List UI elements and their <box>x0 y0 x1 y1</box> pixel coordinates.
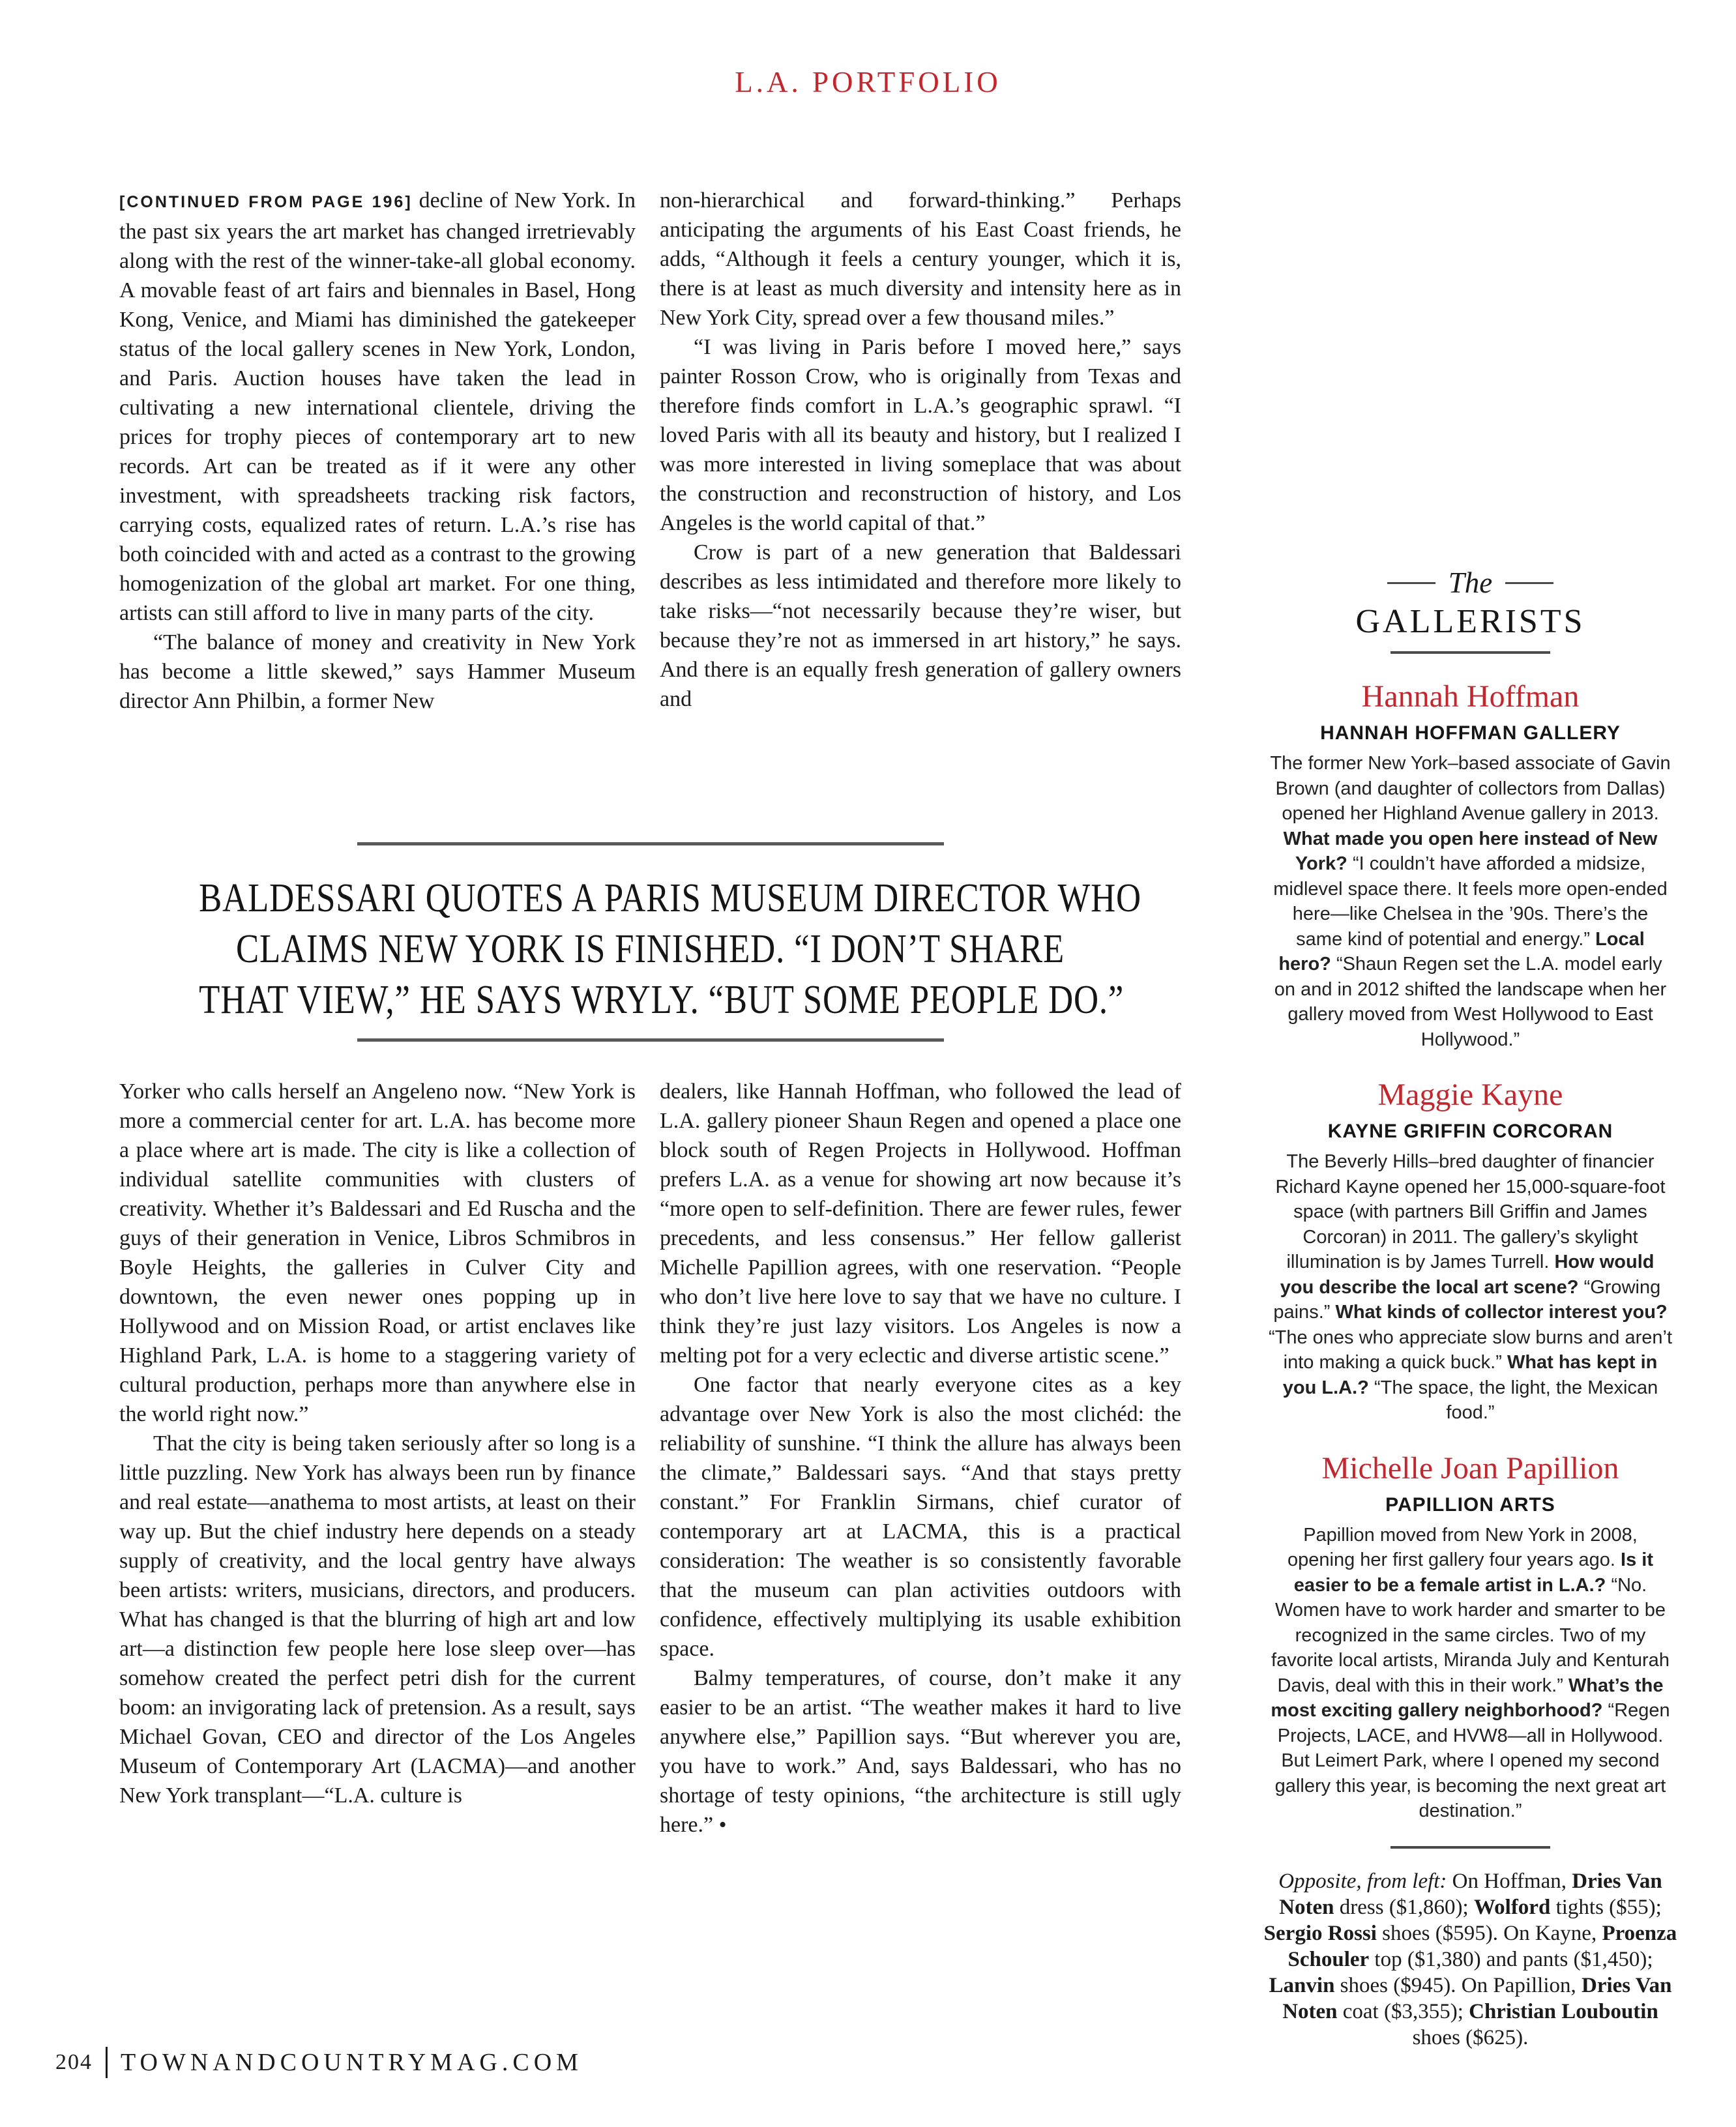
sidebar-kicker <box>1244 566 1697 600</box>
gallerist-qa: The Beverly Hills–bred daughter of financier Richard Kayne opened her 15,000-square-foot space (with partners Bill Griffin and James Corcoran) in 2011. The gallery’s skylight illumination is by James Turrell. How would you describe the local art scene? “Growing pains.” What kinds of collector interest you? “The ones who appreciate slow burns and aren’t into making a quick buck.” What has kept in you L.A.? “The space, the light, the Mexican food.” <box>1268 1151 1673 1423</box>
gallerist-section-hannah-hoffman <box>1244 679 1697 1052</box>
gallerist-name: Michelle Joan Papillion <box>1321 1450 1619 1486</box>
article-column-2-bottom: dealers, like Hannah Hoffman, who followed the lead of L.A. gallery pioneer Shaun Regen and opened a place one block south of Regen Projects in Hollywood. Hoffman prefers L.A. as a venue for showing art now because it’s “more open to self-definition. There are fewer rules, fewer precedents, and less consensus.” Her fellow gallerist Michelle Papillion agrees, with one reservation. “People who don’t live here love to say that we have no culture. I think they’re just lazy visitors. Los Angeles is now a melting pot for a very eclectic and diverse artistic scene.” One factor that nearly everyone cites as a key advantage over New York is also the most clichéd: the reliability of sunshine. “I think the allure has always been the climate,” Baldessari says. “And that stays pretty constant.” For Franklin Sirmans, chief curator of contemporary art at LACMA, this is a practical consideration: The weather is so consistently favorable that the museum can plan activities outdoors with confidence, effectively multiplying its usable exhibition space. Balmy temperatures, of course, don’t make it any easier to be an artist. “The weather makes it hard to live anywhere else,” Papillion says. “But wherever you are, you have to work.” And, says Baldessari, who has no shortage of testy opinions, “the architecture is still ugly here.” • <box>660 1079 1181 1837</box>
gallerist-section-michelle-joan-papillion <box>1244 1450 1697 1824</box>
kicker-right-dash <box>1505 582 1553 584</box>
article-column-1-top: [CONTINUED FROM PAGE 196] decline of New York. In the past six years the art market has changed irretrievably along with the rest of the winner-take-all global economy. A movable feast of art fairs and biennales in Basel, Hong Kong, Venice, and Miami has diminished the gatekeeper status of the local gallery scenes in New York, London, and Paris. Auction houses have taken the lead in cultivating a new international clientele, driving the prices for trophy pieces of contemporary art to new records. Art can be treated as if it were any other investment, with spreadsheets tracking risk factors, carrying costs, equalized rates of return. L.A.’s rise has both coincided with and acted as a contrast to the growing homogenization of the global art market. For one thing, artists can still afford to live in many parts of the city. “The balance of money and creativity in New York has become a little skewed,” says Hammer Museum director Ann Philbin, a former New <box>119 188 636 713</box>
footer-page-number: 204 <box>55 2050 93 2074</box>
pull-quote <box>119 842 1181 1042</box>
pull-quote-top-rule <box>357 842 944 845</box>
page-footer <box>55 2047 583 2078</box>
gallery-name: HANNAH HOFFMAN GALLERY <box>1320 722 1621 744</box>
page-title: L.A. PORTFOLIO <box>735 66 1001 98</box>
article-column-1-bottom: Yorker who calls herself an Angeleno now. “New York is more a commercial center for art. L.A. has become more a place where art is made. The city is like a collection of individual satellite communities with clusters of creativity. Whether it’s Baldessari and Ed Ruscha and the guys of their generation in Venice, Libros Schmibros in Boyle Heights, the galleries in Culver City and downtown, the even newer ones popping up in Hollywood and on Mission Road, or artist enclaves like Highland Park, L.A. is home to a staggering variety of cultural production, perhaps more than anywhere else in the world right now.” That the city is being taken seriously after so long is a little puzzling. New York has always been run by finance and real estate—anathema to most artists, at least on their way up. But the chief industry here depends on a steady supply of creativity, and the local gentry have always been artists: writers, musicians, directors, and producers. What has changed is that the blurring of high art and low art—a distinction few people here lose sleep over—has somehow created the perfect petri dish for the current boom: an invigorating lack of pretension. As a result, says Michael Govan, CEO and director of the Los Angeles Museum of Contemporary Art (LACMA)—and another New York transplant—“L.A. culture is <box>119 1079 636 1808</box>
sidebar-title: GALLERISTS <box>1355 603 1585 640</box>
footer-divider-bar <box>106 2047 108 2078</box>
gallerist-qa: The former New York–based associate of Gavin Brown (and daughter of collectors from Dallas) opened her Highland Avenue gallery in 2013. What made you open here instead of New York? “I couldn’t have afforded a midsize, midlevel space there. It feels more open-ended here—like Chelsea in the ’90s. There’s the same kind of potential and energy.” Local hero? “Shaun Regen set the L.A. model early on and in 2012 shifted the landscape when her gallery moved from West Hollywood to East Hollywood.” <box>1270 753 1671 1050</box>
pull-quote-text: BALDESSARI QUOTES A PARIS MUSEUM DIRECTOR WHO CLAIMS NEW YORK IS FINISHED. “I DON’T SHARE THAT VIEW,” HE SAYS WRYLY. “BUT SOME PEOPLE DO.” <box>199 876 1141 1022</box>
gallerist-qa: Papillion moved from New York in 2008, opening her first gallery four years ago. Is it easier to be a female artist in L.A.? “No. Women have to work harder and smarter to be recognized in the same circles. Two of my favorite local artists, Miranda July and Kenturah Davis, deal with this in their work.” What’s the most exciting gallery neighborhood? “Regen Projects, LACE, and HVW8—all in Hollywood. But Leimert Park, where I opened my second gallery this year, is becoming the next great art destination.” <box>1271 1524 1670 1821</box>
sidebar-title-rule <box>1390 651 1550 654</box>
gallerist-section-maggie-kayne <box>1244 1077 1697 1426</box>
gallerist-name: Hannah Hoffman <box>1361 679 1580 714</box>
gallery-name: PAPILLION ARTS <box>1385 1493 1555 1516</box>
sidebar-kicker-the: The <box>1448 566 1493 599</box>
gallerist-name: Maggie Kayne <box>1377 1078 1563 1112</box>
fashion-credits: Opposite, from left: On Hoffman, Dries Van Noten dress ($1,860); Wolford tights ($55); Sergio Rossi shoes ($595). On Kayne, Proenza Schouler top ($1,380) and pants ($1,450); Lanvin shoes ($945). On Papillion, Dries Van Noten coat ($3,355); Christian Louboutin shoes ($625). <box>1263 1869 1677 2049</box>
footer-site-url: TOWNANDCOUNTRYMAG.COM <box>121 2049 583 2076</box>
gallery-name: KAYNE GRIFFIN CORCORAN <box>1327 1121 1613 1142</box>
credits-divider-rule <box>1390 1846 1550 1849</box>
pull-quote-bottom-rule <box>357 1038 944 1042</box>
gallerists-sidebar <box>1244 566 1697 2051</box>
article-column-2-top: non-hierarchical and forward-thinking.” Perhaps anticipating the arguments of his East Coast friends, he adds, “Although it feels a century younger, which it is, there is at least as much diversity and intensity here as in New York City, spread over a few thousand miles.” “I was living in Paris before I moved here,” says painter Rosson Crow, who is originally from Texas and therefore finds comfort in L.A.’s geographic sprawl. “I loved Paris with all its beauty and history, but I realized I was more interested in living someplace that was about the construction and reconstruction of history, and Los Angeles is the world capital of that.” Crow is part of a new generation that Baldessari describes as less intimidated and therefore more likely to take risks—“not necessarily because they’re wiser, but because they’re not as immersed in art history,” he says. And there is an equally fresh generation of gallery owners and <box>660 188 1181 711</box>
kicker-left-dash <box>1387 582 1435 584</box>
